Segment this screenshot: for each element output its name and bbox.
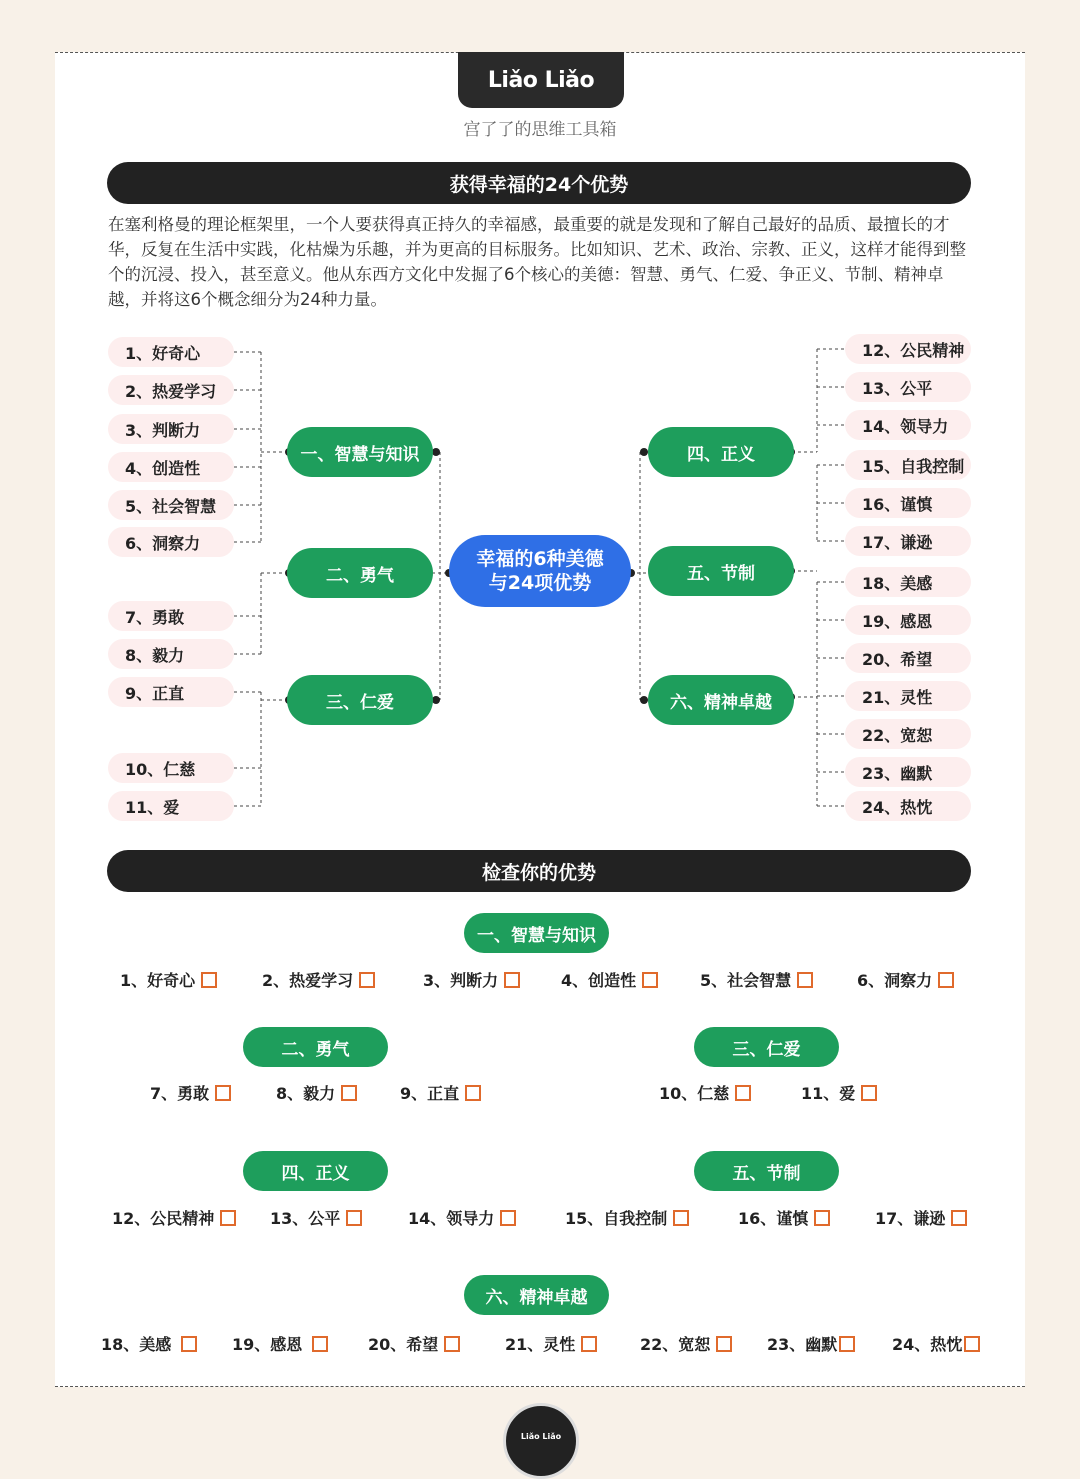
checkbox[interactable] [444,1336,460,1352]
checkbox[interactable] [951,1210,967,1226]
category-humanity: 三、仁爱 [287,675,433,725]
check-item-11[interactable] [801,1081,877,1104]
leaf-humor: 23、幽默 [845,757,971,787]
leaf-integrity: 9、正直 [108,677,234,707]
check-item-2[interactable] [262,968,375,991]
check-item-1[interactable] [120,968,217,991]
leaf-prudence: 16、谨慎 [845,488,971,518]
checkbox[interactable] [716,1336,732,1352]
check-label: 8、毅力 [276,1084,336,1103]
check-item-3[interactable] [423,968,520,991]
leaf-zest: 24、热忱 [845,791,971,821]
leaf-citizenship: 12、公民精神 [845,334,971,364]
check-label: 16、谨慎 [738,1209,809,1228]
leaf-perspective: 6、洞察力 [108,527,234,557]
checkbox[interactable] [861,1085,877,1101]
checkbox[interactable] [938,972,954,988]
checkbox[interactable] [346,1210,362,1226]
check-item-10[interactable] [659,1081,751,1104]
checkbox[interactable] [215,1085,231,1101]
check-item-6[interactable] [857,968,954,991]
category-justice: 四、正义 [648,427,794,477]
leaf-perseverance: 8、毅力 [108,639,234,669]
leaf-self-control: 15、自我控制 [845,450,971,480]
check-label: 3、判断力 [423,971,499,990]
check-item-17[interactable] [875,1206,967,1229]
check-item-18[interactable] [101,1332,197,1355]
checkbox[interactable] [964,1336,980,1352]
check-label: 22、宽恕 [640,1335,711,1354]
check-group-transcendence: 六、精神卓越 [464,1275,609,1315]
check-label: 11、爱 [801,1084,856,1103]
check-label: 12、公民精神 [112,1209,215,1228]
category-courage: 二、勇气 [287,548,433,598]
leaf-fairness: 13、公平 [845,372,971,402]
category-temperance: 五、节制 [648,546,794,596]
check-label: 9、正直 [400,1084,460,1103]
leaf-hope: 20、希望 [845,643,971,673]
check-group-justice: 四、正义 [243,1151,388,1191]
brand-logo: Liǎo Liǎo [458,52,624,108]
checkbox[interactable] [465,1085,481,1101]
check-label: 24、热忱 [892,1335,963,1354]
leaf-love: 11、爱 [108,791,234,821]
checkbox[interactable] [220,1210,236,1226]
check-label: 7、勇敢 [150,1084,210,1103]
check-item-14[interactable] [408,1206,516,1229]
check-item-19[interactable] [232,1332,328,1355]
leaf-creativity: 4、创造性 [108,452,234,482]
check-group-humanity: 三、仁爱 [694,1027,839,1067]
check-group-wisdom: 一、智慧与知识 [464,913,609,953]
leaf-gratitude: 19、感恩 [845,605,971,635]
leaf-forgiveness: 22、宽恕 [845,719,971,749]
checkbox[interactable] [181,1336,197,1352]
checkbox[interactable] [581,1336,597,1352]
check-label: 6、洞察力 [857,971,933,990]
checkbox[interactable] [201,972,217,988]
checkbox[interactable] [500,1210,516,1226]
checkbox[interactable] [504,972,520,988]
check-item-7[interactable] [150,1081,231,1104]
check-group-courage: 二、勇气 [243,1027,388,1067]
checkbox[interactable] [359,972,375,988]
center-line-2: 与24项优势 [488,572,592,594]
checkbox[interactable] [814,1210,830,1226]
check-group-temperance: 五、节制 [694,1151,839,1191]
check-item-16[interactable] [738,1206,830,1229]
check-item-12[interactable] [112,1206,236,1229]
checkbox[interactable] [797,972,813,988]
check-label: 2、热爱学习 [262,971,354,990]
checkbox[interactable] [839,1336,855,1352]
check-label: 4、创造性 [561,971,637,990]
leaf-beauty: 18、美感 [845,567,971,597]
checkbox[interactable] [312,1336,328,1352]
leaf-love-of-learning: 2、热爱学习 [108,375,234,405]
check-item-21[interactable] [505,1332,597,1355]
check-label: 20、希望 [368,1335,439,1354]
checkbox[interactable] [735,1085,751,1101]
mindmap-center-node [449,535,631,607]
check-item-8[interactable] [276,1081,357,1104]
leaf-bravery: 7、勇敢 [108,601,234,631]
check-item-13[interactable] [270,1206,362,1229]
check-label: 21、灵性 [505,1335,576,1354]
center-line-1: 幸福的6种美德 [476,548,604,570]
brand-badge: Liǎo Liǎo [503,1403,579,1479]
leaf-leadership: 14、领导力 [845,410,971,440]
check-label: 18、美感 [101,1335,172,1354]
leaf-social-intelligence: 5、社会智慧 [108,490,234,520]
check-label: 5、社会智慧 [700,971,792,990]
check-label: 1、好奇心 [120,971,196,990]
section-title-check: 检查你的优势 [107,850,971,892]
check-item-5[interactable] [700,968,813,991]
section-title-strengths: 获得幸福的24个优势 [107,162,971,204]
leaf-judgment: 3、判断力 [108,414,234,444]
intro-paragraph: 在塞利格曼的理论框架里，一个人要获得真正持久的幸福感，最重要的就是发现和了解自己最好的品质、最擅长的才华，反复在生活中实践，化枯燥为乐趣，并为更高的目标服务。比如知识、艺术、政治、宗教、正义，这样才能得到整个的沉浸、投入，甚至意义。他从东西方文化中发掘了6个核心的美德：智慧、勇气、仁爱、争正义、节制、精神卓越，并将这6个概念细分为24种力量。 [108,215,966,309]
category-transcendence: 六、精神卓越 [648,675,794,725]
brand-subtitle: 宫了了的思维工具箱 [463,120,617,140]
leaf-curiosity: 1、好奇心 [108,337,234,367]
check-label: 14、领导力 [408,1209,495,1228]
checkbox[interactable] [642,972,658,988]
check-item-22[interactable] [640,1332,732,1355]
check-item-20[interactable] [368,1332,460,1355]
check-label: 19、感恩 [232,1335,303,1354]
check-item-24[interactable] [892,1332,980,1355]
check-label: 15、自我控制 [565,1209,668,1228]
leaf-spirituality: 21、灵性 [845,681,971,711]
check-label: 23、幽默 [767,1335,838,1354]
check-item-23[interactable] [767,1332,855,1355]
leaf-kindness: 10、仁慈 [108,753,234,783]
category-wisdom: 一、智慧与知识 [287,427,433,477]
leaf-humility: 17、谦逊 [845,526,971,556]
check-label: 17、谦逊 [875,1209,946,1228]
check-item-15[interactable] [565,1206,689,1229]
check-label: 13、公平 [270,1209,341,1228]
checkbox[interactable] [341,1085,357,1101]
checkbox[interactable] [673,1210,689,1226]
check-item-4[interactable] [561,968,658,991]
check-item-9[interactable] [400,1081,481,1104]
check-label: 10、仁慈 [659,1084,730,1103]
